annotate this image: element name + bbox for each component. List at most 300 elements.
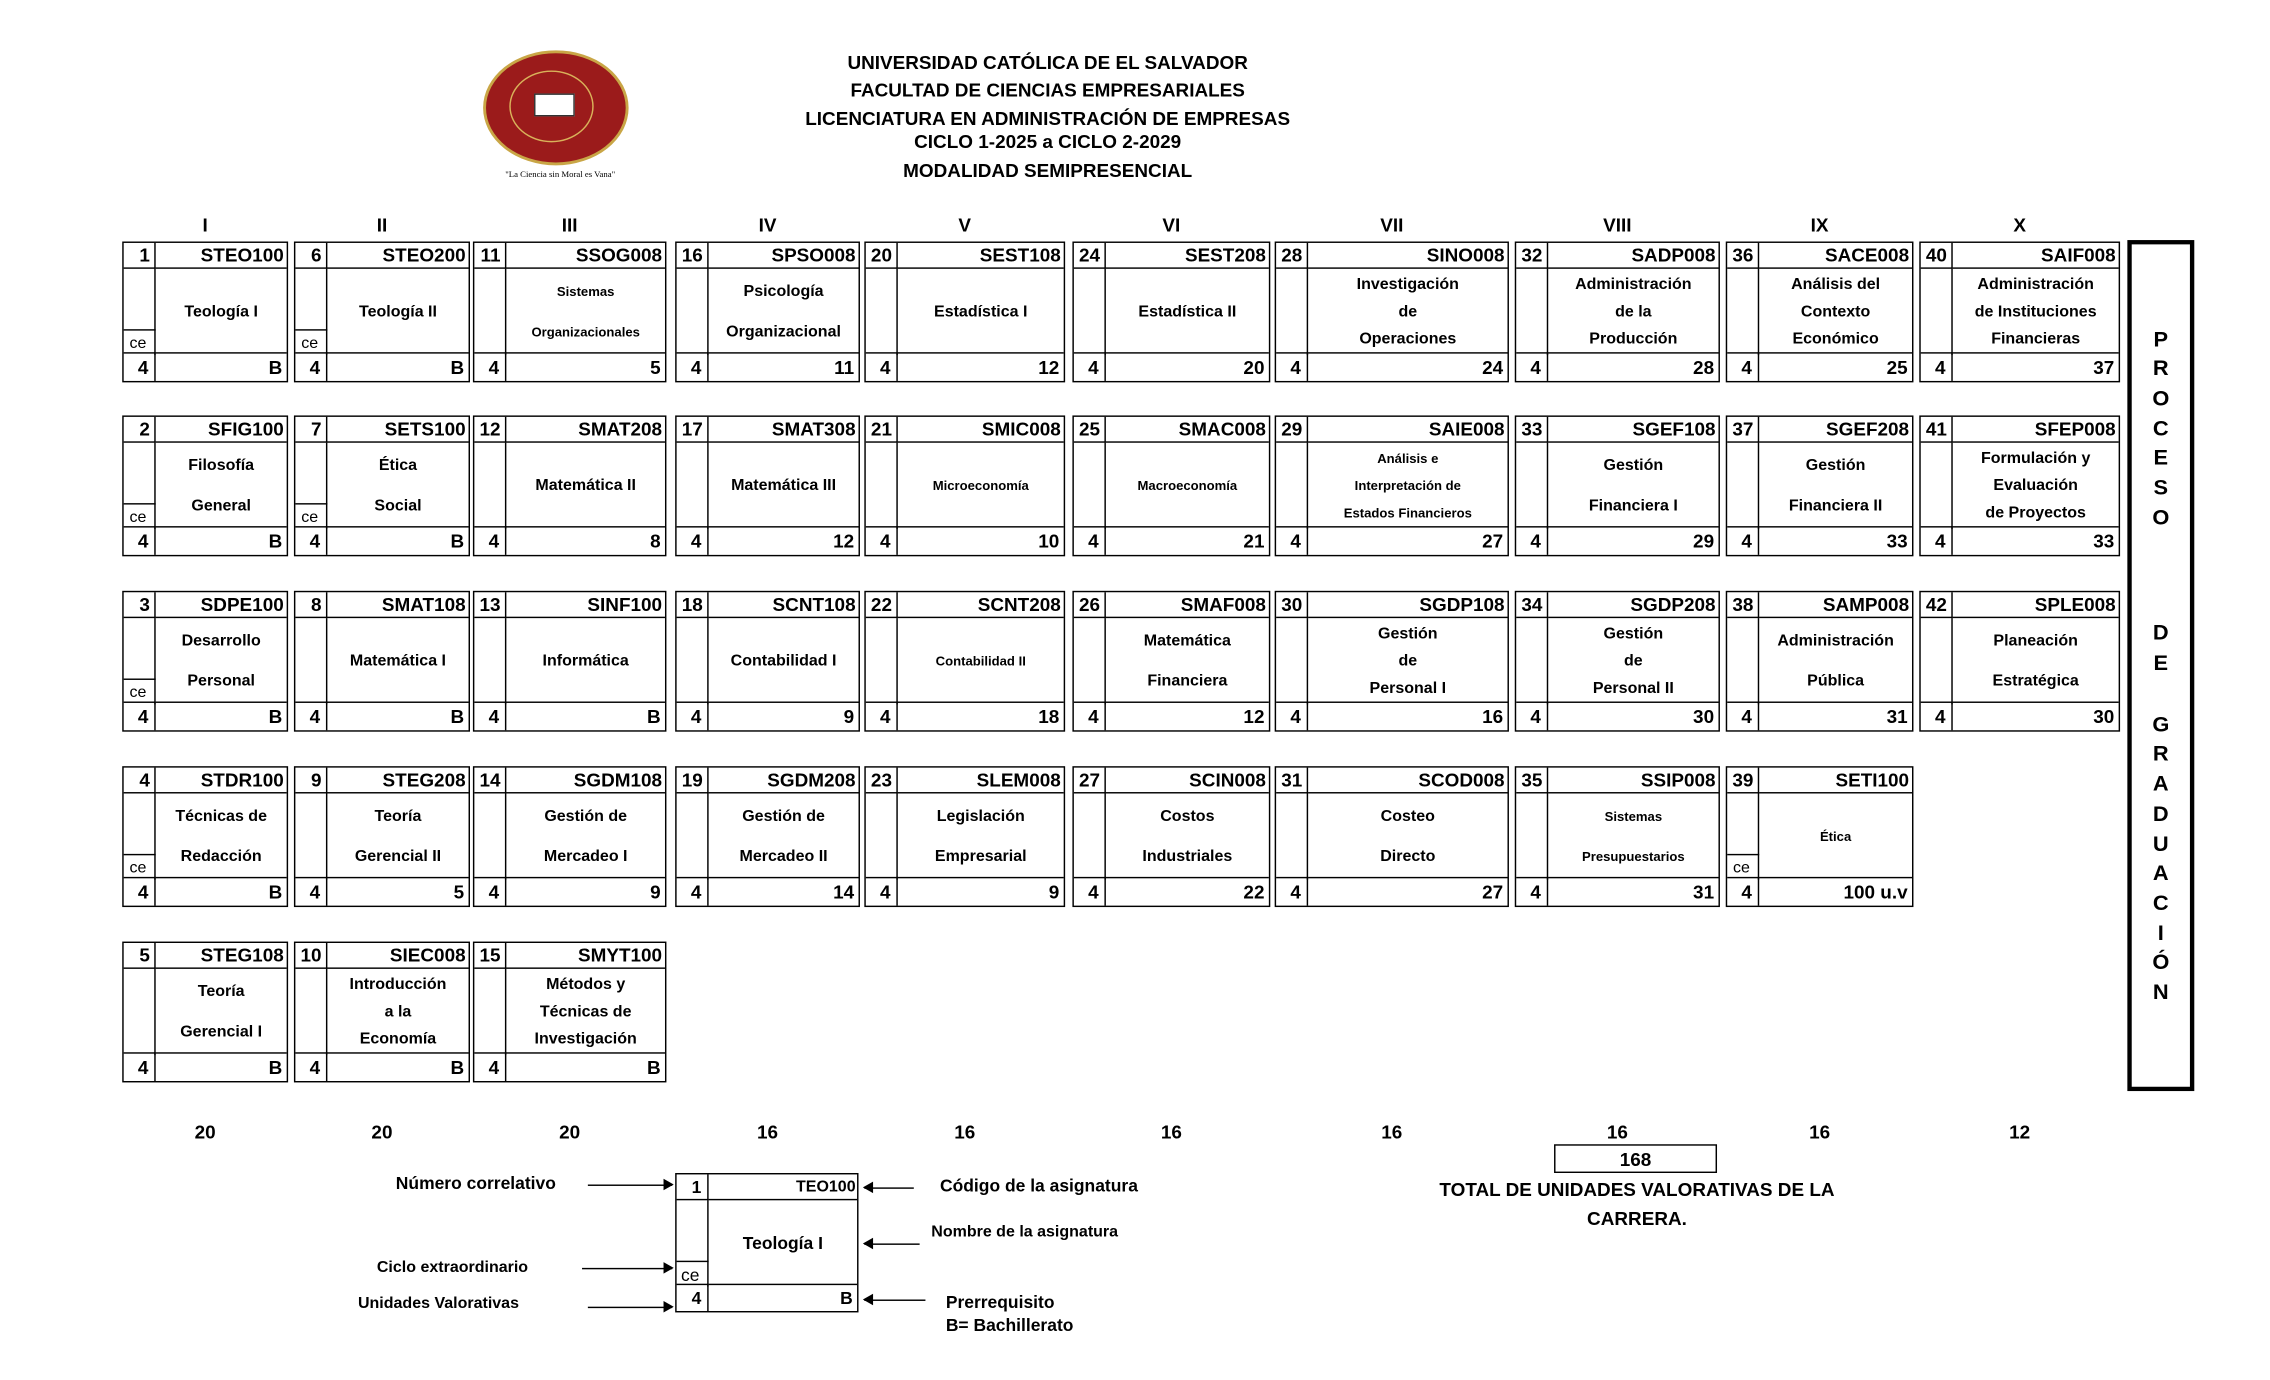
course-card [1726, 591, 1914, 732]
course-number: 5 [124, 943, 156, 969]
course-side-cell [295, 269, 327, 355]
course-code: SCIN008 [1106, 768, 1269, 794]
course-number: 6 [295, 243, 327, 269]
course-code: SFEP008 [1953, 417, 2119, 443]
graduation-letter: P [2153, 327, 2169, 353]
course-name-line: Macroeconomía [1137, 478, 1238, 494]
course-name [709, 443, 859, 529]
graduation-letter: R [2152, 356, 2169, 381]
course-code: STDR100 [156, 768, 287, 794]
course-name-line: Contexto [1800, 303, 1871, 321]
course-name [506, 269, 665, 355]
legend-correlative-label: Número correlativo [395, 1173, 556, 1194]
course-uv: 4 [1074, 352, 1106, 381]
legend-prereq-label: Prerrequisito [945, 1292, 1055, 1313]
course-name [156, 618, 287, 704]
course-name-line: Administración [1575, 276, 1692, 294]
course-code: SGEF108 [1548, 417, 1718, 443]
grand-total-label-line2: CARRERA. [1587, 1207, 1687, 1230]
course-number: 41 [1921, 417, 1953, 443]
university-name: UNIVERSIDAD CATÓLICA DE EL SALVADOR [847, 51, 1248, 74]
legend-prereq-note: B= Bachillerato [945, 1315, 1074, 1336]
course-card [864, 766, 1065, 907]
course-name-line: Formulación y [1980, 450, 2091, 468]
course-name-line: Investigación [1356, 276, 1459, 294]
arrow-left-icon [864, 1243, 919, 1244]
course-card [1275, 591, 1509, 732]
cycle-total-8: 16 [1606, 1121, 1628, 1143]
course-side-cell [1727, 443, 1759, 529]
course-name-line: Gestión [1603, 625, 1664, 644]
course-code: SETI100 [1759, 768, 1912, 794]
course-name-line: Análisis e [1377, 451, 1439, 467]
course-code: SAMP008 [1759, 592, 1912, 618]
cycle-header-3: III [561, 214, 578, 236]
course-prereq: B [156, 352, 287, 381]
cycle-header-6: VI [1162, 214, 1181, 236]
course-name [327, 969, 468, 1055]
arrow-right-icon [582, 1268, 672, 1269]
course-number: 12 [474, 417, 506, 443]
course-number: 8 [295, 592, 327, 618]
course-number: 32 [1516, 243, 1548, 269]
course-code: SMAT208 [506, 417, 665, 443]
course-name-line: Contabilidad II [935, 654, 1026, 669]
extra-cycle-mark: ce [1727, 854, 1759, 880]
course-code: STEG108 [156, 943, 287, 969]
course-number: 1 [124, 243, 156, 269]
course-name-line: Microeconomía [932, 478, 1029, 494]
graduation-letter: Ó [2152, 950, 2170, 975]
course-name-line: Planeación [1993, 632, 2078, 650]
course-name-line: Matemática III [731, 477, 837, 495]
course-prereq: 25 [1759, 352, 1912, 381]
course-side-cell [1276, 269, 1308, 355]
course-name-line: Operaciones [1359, 330, 1457, 348]
course-card [1072, 415, 1270, 556]
graduation-letter: A [2152, 861, 2169, 886]
graduation-letter: I [2157, 921, 2164, 946]
course-uv: 4 [1074, 702, 1106, 731]
course-name-line: Matemática I [349, 652, 447, 670]
course-name [898, 443, 1064, 529]
extra-cycle-mark: ce [295, 503, 327, 529]
course-prereq: 37 [1953, 352, 2119, 381]
course-prereq: 12 [709, 526, 859, 555]
course-uv: 4 [866, 877, 898, 906]
arrow-left-icon [864, 1187, 913, 1188]
course-prereq: 12 [1106, 702, 1269, 731]
cycle-header-10: X [2013, 214, 2026, 236]
course-uv: 4 [1516, 526, 1548, 555]
course-prereq: 27 [1308, 526, 1507, 555]
course-name-line: Organizacional [726, 323, 841, 341]
course-side-cell [474, 443, 506, 529]
course-number: 33 [1516, 417, 1548, 443]
course-prereq: B [506, 1052, 665, 1081]
course-code: SCOD008 [1308, 768, 1507, 794]
course-name [1308, 269, 1507, 355]
course-name-line: Técnicas de [175, 807, 267, 826]
course-card [1072, 242, 1270, 383]
example-ce: ce [677, 1261, 709, 1287]
course-uv: 4 [124, 702, 156, 731]
course-side-cell [295, 969, 327, 1055]
course-code: SCNT108 [709, 592, 859, 618]
grand-total-label [1419, 1176, 1856, 1234]
course-name-line: Estados Financieros [1343, 505, 1472, 520]
course-name-line: Teoría [374, 807, 422, 826]
course-name-line: Industriales [1142, 848, 1233, 866]
book-icon [534, 93, 575, 116]
course-card [122, 242, 288, 383]
course-number: 20 [866, 243, 898, 269]
course-uv: 4 [295, 1052, 327, 1081]
cycle-header-2: II [376, 214, 388, 236]
course-name-line: de Proyectos [1985, 504, 2086, 522]
course-card [122, 766, 288, 907]
course-code: SPLE008 [1953, 592, 2119, 618]
course-side-cell [1921, 618, 1953, 704]
cycle-total-4: 16 [757, 1121, 779, 1143]
extra-cycle-mark: ce [124, 503, 156, 529]
course-name [898, 794, 1064, 880]
graduation-letter: C [2152, 416, 2169, 442]
course-uv: 4 [866, 702, 898, 731]
graduation-process-box [2127, 240, 2194, 1091]
course-number: 4 [124, 768, 156, 794]
course-number: 34 [1516, 592, 1548, 618]
course-uv: 4 [1276, 702, 1308, 731]
course-card [294, 591, 470, 732]
course-prereq: B [327, 1052, 468, 1081]
cycle-total-2: 20 [371, 1121, 393, 1143]
course-name-line: Ética [1819, 829, 1852, 844]
course-side-cell [1516, 269, 1548, 355]
grand-total-value: 168 [1554, 1144, 1717, 1173]
course-name-line: Gestión de [544, 807, 628, 826]
example-code: TEO100 [709, 1174, 857, 1200]
course-name-line: Teología I [184, 303, 258, 321]
course-uv: 4 [474, 526, 506, 555]
course-number: 17 [677, 417, 709, 443]
graduation-letter: R [2152, 741, 2169, 767]
course-prereq: 10 [898, 526, 1064, 555]
cycle-header-1: I [202, 214, 208, 236]
graduation-letter: G [2152, 713, 2170, 738]
course-card [473, 591, 667, 732]
course-side-cell [474, 969, 506, 1055]
course-prereq: B [156, 526, 287, 555]
course-number: 19 [677, 768, 709, 794]
course-number: 40 [1921, 243, 1953, 269]
course-name-line: Desarrollo [181, 632, 261, 650]
course-prereq: 9 [709, 702, 859, 731]
course-number: 11 [474, 243, 506, 269]
course-name-line: Financieras [1991, 330, 2081, 348]
course-number: 21 [866, 417, 898, 443]
course-side-cell [866, 269, 898, 355]
course-card [1275, 415, 1509, 556]
course-name [1106, 618, 1269, 704]
course-name-line: Costeo [1380, 807, 1435, 826]
course-prereq: 16 [1308, 702, 1507, 731]
course-name-line: Estadística II [1138, 303, 1237, 321]
course-code: SGEF208 [1759, 417, 1912, 443]
cycle-total-6: 16 [1160, 1121, 1182, 1143]
course-name [506, 794, 665, 880]
course-name-line: Costos [1160, 807, 1215, 826]
course-prereq: 33 [1953, 526, 2119, 555]
course-code: SEST208 [1106, 243, 1269, 269]
course-name-line: Presupuestarios [1582, 849, 1685, 864]
logo-motto: "La Ciencia sin Moral es Vana" [505, 171, 616, 180]
course-prereq: 9 [506, 877, 665, 906]
course-number: 15 [474, 943, 506, 969]
course-prereq: 27 [1308, 877, 1507, 906]
course-number: 9 [295, 768, 327, 794]
course-name-line: Gestión [1805, 457, 1866, 475]
graduation-letter: A [2152, 771, 2169, 797]
course-prereq: 5 [327, 877, 468, 906]
example-uv: 4 [677, 1284, 709, 1311]
course-card [1726, 242, 1914, 383]
course-name-line: Evaluación [1993, 477, 2078, 495]
course-number: 13 [474, 592, 506, 618]
course-number: 25 [1074, 417, 1106, 443]
course-number: 42 [1921, 592, 1953, 618]
course-name-line: Gerencial II [354, 848, 442, 866]
legend-name-label: Nombre de la asignatura [931, 1223, 1119, 1241]
course-number: 18 [677, 592, 709, 618]
course-name-line: Económico [1792, 330, 1879, 348]
course-card [1515, 242, 1720, 383]
course-name-line: Gerencial I [180, 1023, 263, 1041]
course-name-line: Contabilidad I [730, 652, 837, 670]
course-number: 24 [1074, 243, 1106, 269]
course-name-line: de [1624, 652, 1643, 670]
course-side-cell [1921, 443, 1953, 529]
course-side-cell [124, 794, 156, 880]
course-side-cell [474, 618, 506, 704]
course-name [506, 969, 665, 1055]
course-name-line: General [191, 497, 251, 515]
course-prereq: 22 [1106, 877, 1269, 906]
graduation-letter: E [2153, 651, 2169, 676]
course-prereq: B [156, 877, 287, 906]
course-card [1275, 766, 1509, 907]
course-uv: 4 [677, 702, 709, 731]
course-name-line: Matemática II [535, 477, 636, 495]
course-prereq: B [156, 702, 287, 731]
extra-cycle-mark: ce [295, 329, 327, 355]
course-side-cell [1921, 269, 1953, 355]
course-prereq: 24 [1308, 352, 1507, 381]
course-name [1548, 269, 1718, 355]
course-uv: 4 [474, 1052, 506, 1081]
course-name-line: Matemática [1143, 632, 1231, 650]
course-name [1106, 794, 1269, 880]
course-number: 38 [1727, 592, 1759, 618]
graduation-letter: U [2152, 832, 2169, 857]
course-card [122, 415, 288, 556]
course-name-line: Métodos y [546, 976, 626, 994]
course-side-cell [1074, 618, 1106, 704]
course-name-line: Ética [378, 457, 418, 475]
course-uv: 4 [1516, 877, 1548, 906]
course-side-cell [295, 443, 327, 529]
graduation-letter: D [2152, 621, 2169, 646]
course-name-line: Pública [1807, 672, 1865, 690]
course-number: 10 [295, 943, 327, 969]
graduation-letter: E [2153, 445, 2169, 471]
course-number: 26 [1074, 592, 1106, 618]
course-card [1726, 415, 1914, 556]
course-side-cell [1727, 794, 1759, 880]
course-side-cell [677, 794, 709, 880]
course-prereq: 33 [1759, 526, 1912, 555]
arrow-right-icon [588, 1185, 672, 1186]
course-code: SGDM108 [506, 768, 665, 794]
course-name [156, 794, 287, 880]
course-uv: 4 [1727, 526, 1759, 555]
course-uv: 4 [1516, 352, 1548, 381]
course-uv: 4 [474, 702, 506, 731]
course-card [1919, 415, 2120, 556]
course-code: STEG208 [327, 768, 468, 794]
course-name [1106, 269, 1269, 355]
course-name-line: Administración [1977, 276, 2094, 294]
course-name [1759, 794, 1912, 880]
course-side-cell [295, 794, 327, 880]
course-number: 37 [1727, 417, 1759, 443]
example-side-cell [677, 1200, 709, 1286]
course-number: 36 [1727, 243, 1759, 269]
course-prereq: 31 [1548, 877, 1718, 906]
course-prereq: 12 [898, 352, 1064, 381]
cycle-total-1: 20 [194, 1121, 216, 1143]
course-number: 2 [124, 417, 156, 443]
course-name [1308, 443, 1507, 529]
course-code: SMAT308 [709, 417, 859, 443]
course-name-line: Gestión [1603, 457, 1664, 475]
course-card [294, 242, 470, 383]
course-code: SACE008 [1759, 243, 1912, 269]
course-card [675, 766, 860, 907]
course-name-line: Mercadeo II [739, 848, 828, 866]
course-name [709, 269, 859, 355]
course-name-line: Mercadeo I [543, 848, 628, 866]
course-side-cell [1516, 794, 1548, 880]
graduation-letter: S [2153, 475, 2169, 501]
cycle-total-3: 20 [559, 1121, 581, 1143]
course-name-line: Directo [1380, 848, 1436, 866]
course-code: SDPE100 [156, 592, 287, 618]
course-number: 39 [1727, 768, 1759, 794]
course-code: SSOG008 [506, 243, 665, 269]
course-name-line: Informática [542, 652, 629, 670]
course-code: SGDP208 [1548, 592, 1718, 618]
course-prereq: 9 [898, 877, 1064, 906]
course-uv: 4 [866, 352, 898, 381]
course-name [156, 969, 287, 1055]
course-code: SMAF008 [1106, 592, 1269, 618]
course-name-line: Administración [1777, 632, 1894, 650]
course-card [294, 942, 470, 1083]
course-name [709, 794, 859, 880]
course-card [1726, 766, 1914, 907]
course-card [1919, 591, 2120, 732]
arrow-right-icon [588, 1307, 672, 1308]
course-prereq: B [327, 702, 468, 731]
course-name-line: Teoría [197, 983, 245, 1001]
course-name [1106, 443, 1269, 529]
course-prereq: 30 [1953, 702, 2119, 731]
course-uv: 4 [124, 526, 156, 555]
cycle-total-9: 16 [1809, 1121, 1831, 1143]
cycle-header-7: VII [1380, 214, 1404, 236]
course-name-line: de la [1615, 303, 1652, 321]
course-card [864, 591, 1065, 732]
course-uv: 4 [474, 352, 506, 381]
course-side-cell [1727, 618, 1759, 704]
course-card [864, 242, 1065, 383]
course-uv: 4 [677, 352, 709, 381]
course-name-line: Personal [187, 672, 255, 690]
course-name [156, 269, 287, 355]
extra-cycle-mark: ce [124, 854, 156, 880]
course-name [1548, 443, 1718, 529]
course-uv: 4 [1074, 526, 1106, 555]
course-prereq: 100 u.v [1759, 877, 1912, 906]
course-uv: 4 [295, 877, 327, 906]
course-name-line: Teología II [358, 303, 437, 321]
course-number: 3 [124, 592, 156, 618]
course-prereq: B [156, 1052, 287, 1081]
cycle-total-5: 16 [954, 1121, 976, 1143]
extra-cycle-mark: ce [124, 329, 156, 355]
course-card [864, 415, 1065, 556]
course-name-line: Redacción [180, 848, 262, 866]
course-side-cell [474, 269, 506, 355]
course-name [506, 443, 665, 529]
cycle-total-10: 12 [2009, 1121, 2031, 1143]
course-code: SCNT208 [898, 592, 1064, 618]
course-prereq: B [506, 702, 665, 731]
course-name-line: Personal I [1369, 679, 1447, 697]
course-code: SAIF008 [1953, 243, 2119, 269]
course-uv: 4 [1727, 877, 1759, 906]
course-name [898, 269, 1064, 355]
course-name [1308, 794, 1507, 880]
course-name [327, 618, 468, 704]
course-code: SFIG100 [156, 417, 287, 443]
course-side-cell [1516, 443, 1548, 529]
course-name-line: Financiera II [1788, 497, 1883, 515]
course-uv: 4 [124, 1052, 156, 1081]
graduation-letter: O [2152, 506, 2170, 531]
course-side-cell [1276, 618, 1308, 704]
course-side-cell [1074, 269, 1106, 355]
course-code: SETS100 [327, 417, 468, 443]
course-name [506, 618, 665, 704]
course-uv: 4 [1921, 352, 1953, 381]
course-name [1548, 618, 1718, 704]
course-side-cell [677, 618, 709, 704]
course-name-line: Análisis del [1791, 276, 1881, 294]
course-uv: 4 [124, 877, 156, 906]
course-side-cell [295, 618, 327, 704]
